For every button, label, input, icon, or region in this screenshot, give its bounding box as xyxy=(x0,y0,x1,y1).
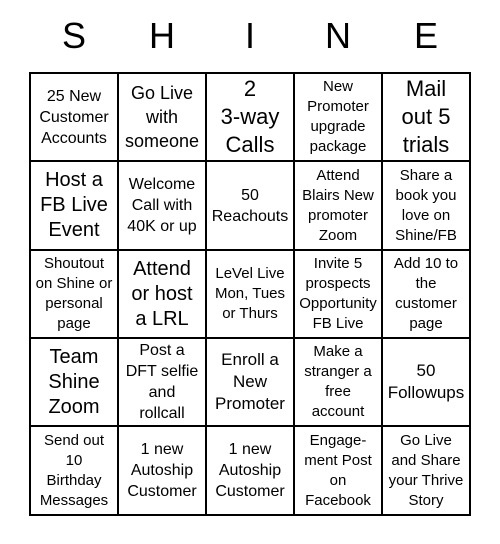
cell-text: LeVel Live Mon, Tues or Thurs xyxy=(214,265,286,322)
cell-text: 25 New Customer Accounts xyxy=(39,87,109,147)
title-letter: N xyxy=(325,15,351,56)
title-letter: I xyxy=(244,15,255,56)
bingo-cell[interactable] xyxy=(295,74,383,162)
cell-text: Team Shine Zoom xyxy=(48,345,100,418)
bingo-title xyxy=(30,0,470,72)
cell-text: Shoutout on Shine or personal page xyxy=(35,255,113,332)
cell-text: Welcome Call with 40K or up xyxy=(127,176,197,235)
bingo-cell[interactable] xyxy=(119,74,207,162)
bingo-cell[interactable] xyxy=(31,427,119,516)
cell-text: 2 3-way Calls xyxy=(220,76,280,157)
title-letter: E xyxy=(413,15,438,56)
cell-text: Share a book you love on Shine/FB xyxy=(395,166,457,244)
bingo-cell[interactable] xyxy=(31,74,119,162)
bingo-cell[interactable] xyxy=(31,162,119,251)
cell-text: 50 Followups xyxy=(387,361,465,402)
bingo-cell[interactable] xyxy=(119,339,207,427)
cell-text: Go Live with someone xyxy=(124,83,200,151)
cell-text: 1 new Autoship Customer xyxy=(127,441,197,500)
bingo-cell[interactable] xyxy=(207,427,295,516)
cell-text: Host a FB Live Event xyxy=(40,169,108,241)
bingo-cell[interactable] xyxy=(383,339,471,427)
cell-text: Make a stranger a free account xyxy=(304,343,372,420)
cell-text: Invite 5 prospects Opportunity FB Live xyxy=(299,255,377,332)
bingo-cell[interactable] xyxy=(207,74,295,162)
cell-text: Send out 10 Birthday Messages xyxy=(39,431,109,509)
bingo-cell[interactable] xyxy=(295,339,383,427)
bingo-cell[interactable] xyxy=(295,251,383,339)
bingo-cell[interactable] xyxy=(31,251,119,339)
bingo-cell[interactable] xyxy=(383,427,471,516)
title-letter: S xyxy=(61,15,86,56)
bingo-cell[interactable] xyxy=(207,251,295,339)
bingo-cell[interactable] xyxy=(119,251,207,339)
cell-text: Post a DFT selfie and rollcall xyxy=(125,342,199,422)
bingo-cell[interactable] xyxy=(295,427,383,516)
cell-text: Engage- ment Post on Facebook xyxy=(304,431,372,509)
bingo-cell[interactable] xyxy=(295,162,383,251)
cell-text: Go Live and Share your Thrive Story xyxy=(388,431,464,509)
bingo-cell[interactable] xyxy=(383,74,471,162)
bingo-cell[interactable] xyxy=(119,427,207,516)
bingo-cell[interactable] xyxy=(383,251,471,339)
cell-text: New Promoter upgrade package xyxy=(307,78,369,155)
cell-text: Add 10 to the customer page xyxy=(393,255,459,332)
bingo-cell[interactable] xyxy=(31,339,119,427)
cell-text: Attend or host a LRL xyxy=(131,257,193,330)
cell-text: Attend Blairs New promoter Zoom xyxy=(302,166,374,244)
bingo-grid xyxy=(29,72,471,516)
cell-text: Mail out 5 trials xyxy=(401,76,451,157)
bingo-cell[interactable] xyxy=(119,162,207,251)
bingo-cell[interactable] xyxy=(383,162,471,251)
bingo-cell[interactable] xyxy=(207,339,295,427)
cell-text: 50 Reachouts xyxy=(211,186,289,225)
cell-text: 1 new Autoship Customer xyxy=(215,441,285,500)
bingo-cell[interactable] xyxy=(207,162,295,251)
cell-text: Enroll a New Promoter xyxy=(215,350,285,413)
title-letter: H xyxy=(149,15,175,56)
